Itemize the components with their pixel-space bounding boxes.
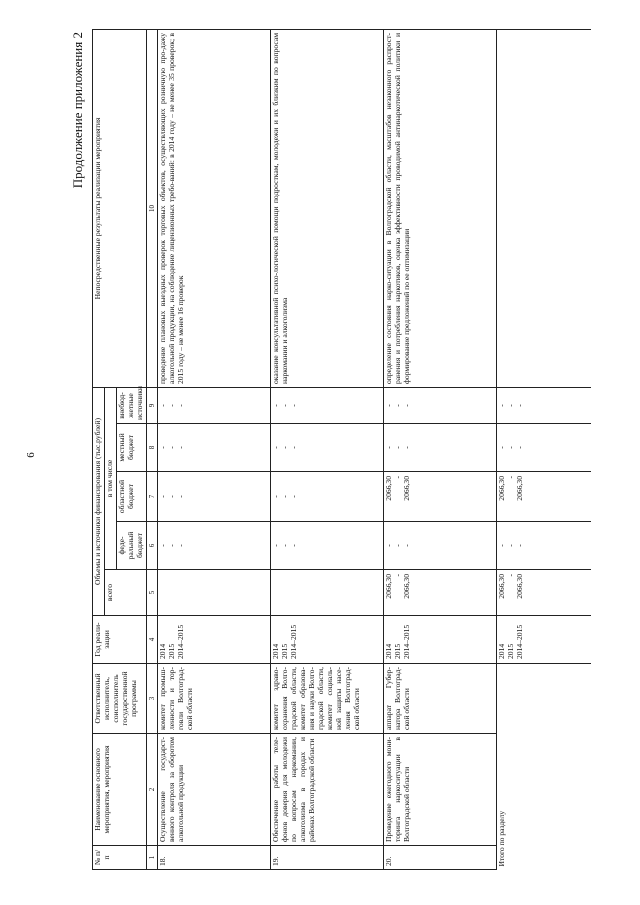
header-funding: Объемы и источники финансирования (тыс.рублей) — [93, 387, 105, 615]
column-number-row — [146, 29, 157, 869]
funding-extra — [158, 387, 271, 423]
year-value: 2014–2015 — [289, 624, 299, 659]
amount-value: - — [271, 404, 281, 407]
amount-value — [159, 573, 168, 612]
amount-value: - — [402, 446, 412, 449]
funding-total — [158, 570, 271, 616]
column-number: 10 — [146, 29, 157, 387]
amount-value — [177, 573, 186, 612]
amount-value: 2066,30 — [497, 476, 507, 501]
total-result-empty — [497, 29, 592, 387]
amount-value — [290, 573, 299, 612]
total-funding-total — [497, 570, 592, 616]
year-value: 2014–2015 — [515, 624, 525, 659]
amount-value: - — [384, 544, 394, 547]
activity-years — [158, 616, 271, 664]
amount-value: - — [393, 446, 403, 449]
amount-value: - — [393, 574, 403, 577]
amount-value: 2066,30 — [515, 476, 525, 501]
column-number: 8 — [146, 424, 157, 472]
amount-value: 2066,30 — [384, 574, 394, 599]
total-funding-regional — [497, 472, 592, 522]
total-label: Итого по разделу — [497, 810, 507, 867]
year-value: 2015 — [506, 643, 516, 659]
funding-regional — [271, 472, 384, 522]
column-number: 6 — [146, 522, 157, 570]
funding-local — [384, 424, 497, 472]
amount-value: - — [176, 495, 186, 498]
column-number: 2 — [146, 734, 157, 846]
activity-years — [271, 616, 384, 664]
total-label-cell — [497, 664, 592, 870]
header-regional: областной бюджет — [116, 472, 146, 522]
page-number: 6 — [25, 452, 37, 458]
amount-value: 2066,30 — [384, 476, 394, 501]
amount-value: - — [167, 446, 177, 449]
header-result: Непосредственные результаты реализации мероприятия — [93, 29, 147, 387]
amount-value — [168, 573, 177, 612]
activity-result: проведение плановых выездных проверок торговых объектов, осуществляющих розничную про-дажу алкогольной продукции, на соблюдение лицензионных требо-ваний: в 2014 году – не менее 35 проверок; в 2015 году – не менее 16 проверок — [158, 29, 271, 387]
amount-value: - — [280, 446, 290, 449]
amount-value: - — [280, 495, 290, 498]
amount-value: - — [289, 404, 299, 407]
amount-value: - — [384, 404, 394, 407]
amount-value: - — [176, 446, 186, 449]
total-row — [497, 29, 592, 869]
amount-value: - — [158, 404, 168, 407]
total-funding-federal — [497, 522, 592, 570]
total-funding-local — [497, 424, 592, 472]
funding-local — [158, 424, 271, 472]
year-value: 2014 — [271, 643, 281, 659]
activity-executor: комитет здраво-охранения Волго-градской области, комитет образова-ния и науки Волго-градской области, комитет социаль-ной защиты насе-ления Волгоград-ской области — [271, 664, 384, 734]
funding-federal — [384, 522, 497, 570]
amount-value — [272, 573, 281, 612]
activity-name: Обеспечение работы теле-фонов доверия для молодежи по вопросам наркомании, алкоголизма в городах и районах Волгоградской области — [271, 734, 384, 846]
amount-value: - — [393, 404, 403, 407]
year-value: 2015 — [167, 643, 177, 659]
column-number: 3 — [146, 664, 157, 734]
activity-result: оказание консультативной психо-логической помощи подросткам, молодежи и их близким по вопросам наркомании и алкоголизма — [271, 29, 384, 387]
amount-value: 2066,30 — [402, 476, 412, 501]
table-row — [158, 29, 271, 869]
row-number: 20. — [384, 846, 497, 870]
activities-table — [92, 29, 591, 870]
amount-value: - — [402, 404, 412, 407]
column-number: 1 — [146, 846, 157, 870]
header-local: местный бюджет — [116, 424, 146, 472]
header-including: в том числе — [104, 387, 116, 569]
funding-regional — [384, 472, 497, 522]
row-number: 18. — [158, 846, 271, 870]
amount-value: - — [167, 495, 177, 498]
continuation-caption: Продолжение приложения 2 — [70, 32, 85, 189]
year-value: 2014 — [384, 643, 394, 659]
amount-value: 2066,30 — [402, 574, 412, 599]
amount-value: - — [271, 495, 281, 498]
amount-value: - — [402, 544, 412, 547]
year-value: 2015 — [393, 643, 403, 659]
column-number: 7 — [146, 472, 157, 522]
funding-federal — [158, 522, 271, 570]
activity-name: Осуществление государст-венного контроля за оборотом алкогольной продукции — [158, 734, 271, 846]
header-total: всего — [104, 570, 146, 616]
amount-value: - — [271, 544, 281, 547]
year-value: 2014–2015 — [402, 624, 412, 659]
header-name: Наименование основного мероприятия, мероприятия — [93, 734, 147, 846]
amount-value: - — [289, 446, 299, 449]
funding-federal — [271, 522, 384, 570]
amount-value: - — [393, 476, 403, 479]
amount-value: - — [497, 446, 507, 449]
amount-value: - — [506, 446, 516, 449]
amount-value: - — [280, 404, 290, 407]
header-federal: феде-ральный бюджет — [116, 522, 146, 570]
amount-value: - — [289, 544, 299, 547]
amount-value: - — [506, 544, 516, 547]
total-years — [497, 616, 592, 664]
amount-value — [281, 573, 290, 612]
funding-extra — [271, 387, 384, 423]
column-number: 5 — [146, 570, 157, 616]
header-year: Год реали-зации — [93, 616, 147, 664]
activity-executor: комитет промыш-ленности и тор-говли Волгоград-ской области — [158, 664, 271, 734]
amount-value: - — [506, 476, 516, 479]
amount-value: - — [167, 404, 177, 407]
activity-name: Проведение ежегодного мони-торинга наркоситуации в Волгоградской области — [384, 734, 497, 846]
amount-value: - — [158, 544, 168, 547]
funding-local — [271, 424, 384, 472]
funding-regional — [158, 472, 271, 522]
activity-years — [384, 616, 497, 664]
amount-value: - — [384, 446, 394, 449]
year-value: 2014 — [497, 643, 507, 659]
amount-value: - — [515, 544, 525, 547]
year-value: 2015 — [280, 643, 290, 659]
amount-value: - — [176, 544, 186, 547]
amount-value: - — [280, 544, 290, 547]
amount-value: 2066,30 — [515, 574, 525, 599]
amount-value: - — [515, 446, 525, 449]
amount-value: - — [497, 404, 507, 407]
activity-result: определение состояния нарко-ситуации в Волгоградской области, масштабов незаконного распрост-ранения и потребления наркотиков, оценка эффективности проводимой антинаркотической политики и формирование предложений по ее оптимизации — [384, 29, 497, 387]
amount-value: - — [158, 446, 168, 449]
row-number: 19. — [271, 846, 384, 870]
rotated-page-content — [70, 30, 615, 870]
year-value: 2014 — [158, 643, 168, 659]
amount-value: - — [167, 544, 177, 547]
column-number: 4 — [146, 616, 157, 664]
amount-value: - — [497, 544, 507, 547]
amount-value: - — [176, 404, 186, 407]
amount-value: - — [506, 574, 516, 577]
header-extra: внебюд-жетные источники — [116, 387, 146, 423]
column-number: 9 — [146, 387, 157, 423]
funding-extra — [384, 387, 497, 423]
table-row — [271, 29, 384, 869]
header-executor: Ответственный исполнитель, соисполнитель государственной программы — [93, 664, 147, 734]
amount-value: - — [289, 495, 299, 498]
header-num: № п/п — [93, 846, 147, 870]
amount-value: - — [393, 544, 403, 547]
amount-value: - — [271, 446, 281, 449]
amount-value: - — [506, 404, 516, 407]
funding-total — [384, 570, 497, 616]
total-funding-extra — [497, 387, 592, 423]
activity-executor: аппарат Губер-натора Волгоград-ской области — [384, 664, 497, 734]
amount-value: 2066,30 — [497, 574, 507, 599]
amount-value: - — [158, 495, 168, 498]
table-row — [384, 29, 497, 869]
amount-value: - — [515, 404, 525, 407]
year-value: 2014–2015 — [176, 624, 186, 659]
funding-total — [271, 570, 384, 616]
